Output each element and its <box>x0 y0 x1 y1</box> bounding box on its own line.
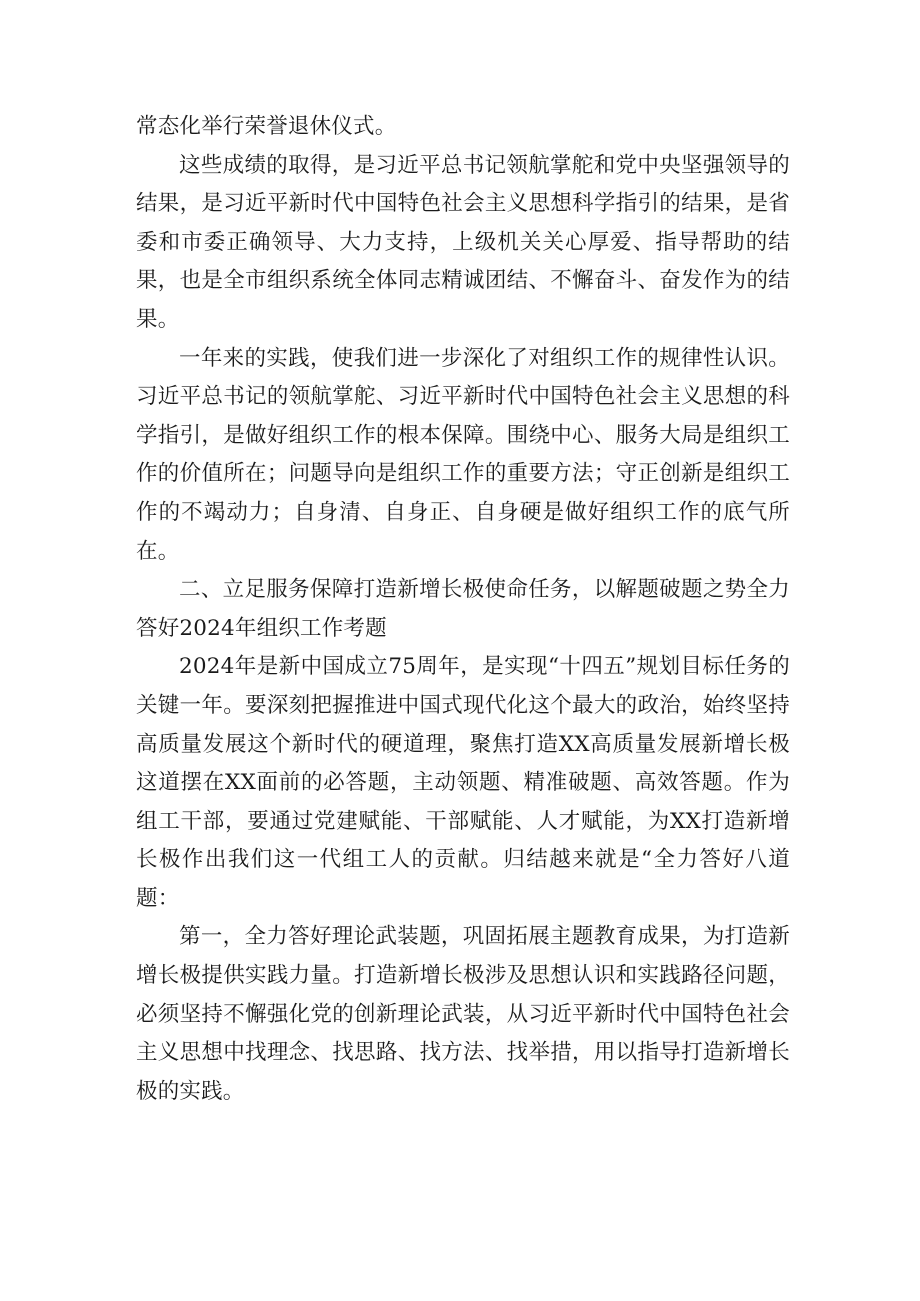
document-page <box>136 108 790 1111</box>
section-heading-2: 二、立足服务保障打造新增长极使命任务，以解题破题之势全力答好2024年组织工作考题 <box>136 577 790 641</box>
paragraph-5: 第一，全力答好理论武装题，巩固拓展主题教育成果，为打造新增长极提供实践力量。打造新增长极涉及思想认识和实践路径问题，必须坚持不懈强化党的创新理论武装，从习近平新时代中国特色社会主义思想中找理念、找思路、找方法、找举措，用以指导打造新增长极的实践。 <box>136 924 790 1104</box>
paragraph-4: 2024年是新中国成立75周年，是实现“十四五”规划目标任务的关键一年。要深刻把握推进中国式现代化这个最大的政治，始终坚持高质量发展这个新时代的硬道理，聚焦打造XX高质量发展新增长极这道摆在XX面前的必答题，主动领题、精准破题、高效答题。作为组工干部，要通过党建赋能、干部赋能、人才赋能，为XX打造新增长极作出我们这一代组工人的贡献。归结越来就是“全力答好八道题： <box>136 654 790 911</box>
paragraph-2: 这些成绩的取得，是习近平总书记领航掌舵和党中央坚强领导的结果，是习近平新时代中国特色社会主义思想科学指引的结果，是省委和市委正确领导、大力支持，上级机关关心厚爱、指导帮助的结果，也是全市组织系统全体同志精诚团结、不懈奋斗、奋发作为的结果。 <box>136 152 790 332</box>
paragraph-1: 常态化举行荣誉退休仪式。 <box>136 114 397 139</box>
paragraph-3: 一年来的实践，使我们进一步深化了对组织工作的规律性认识。习近平总书记的领航掌舵、习近平新时代中国特色社会主义思想的科学指引，是做好组织工作的根本保障。围绕中心、服务大局是组织工作的价值所在；问题导向是组织工作的重要方法；守正创新是组织工作的不竭动力；自身清、自身正、自身硬是做好组织工作的底气所在。 <box>136 345 790 564</box>
